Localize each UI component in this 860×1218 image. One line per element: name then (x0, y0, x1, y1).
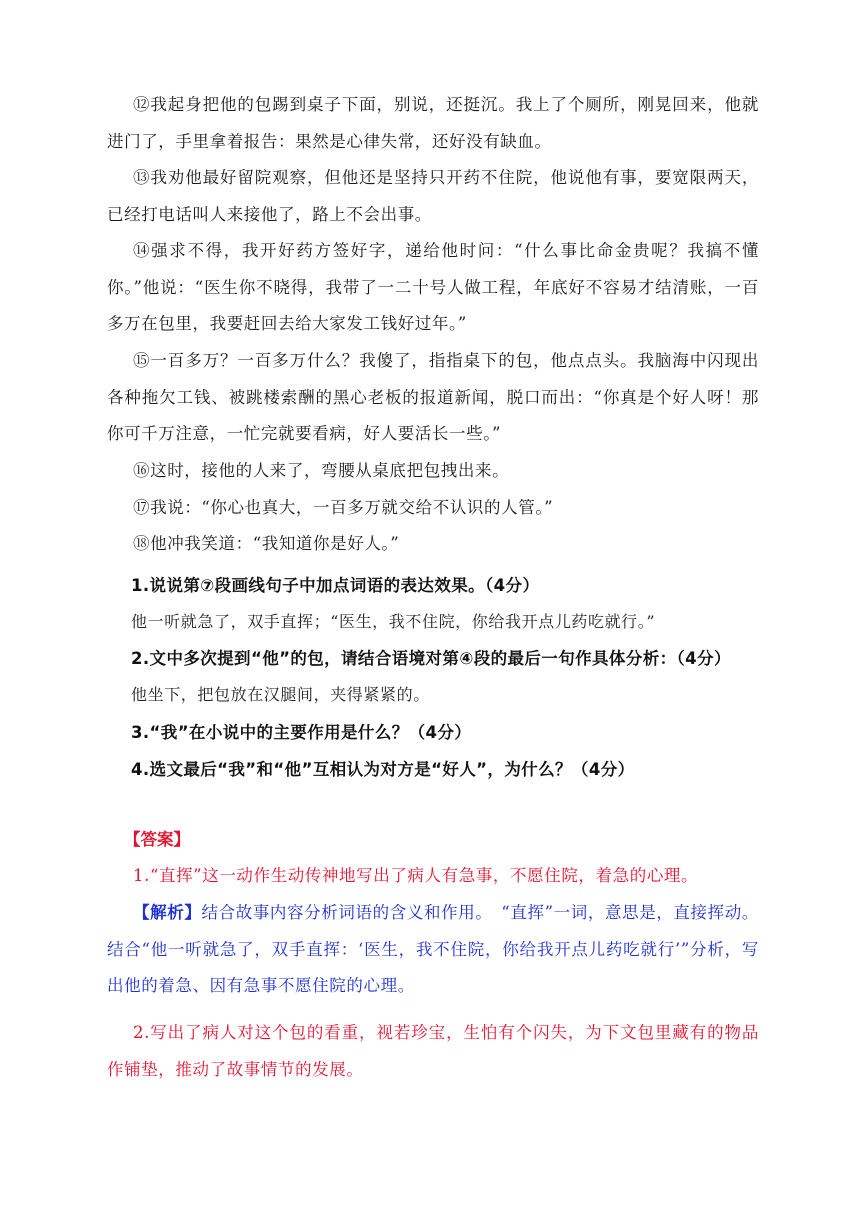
answer-2: 2.写出了病人对这个包的看重，视若珍宝，生怕有个闪失，为下文包里藏有的物品作铺垫，推动了故事情节的发展。 (107, 1023, 759, 1079)
question-4: 4.选文最后“我”和“他”互相认为对方是“好人”，为什么？（4分） (131, 760, 635, 779)
paragraph-12: ⑫我起身把他的包踢到桌子下面，别说，还挺沉。我上了个厕所，刚晃回来，他就进门了，手里拿着报告：果然是心律失常，还好没有缺血。 (107, 95, 759, 151)
question-2-quote: 他坐下，把包放在汉腿间，夹得紧紧的。 (131, 685, 430, 704)
question-2: 2.文中多次提到“他”的包，请结合语境对第④段的最后一句作具体分析：（4分） (131, 649, 731, 668)
answer-1: 1.“直挥”这一动作生动传神地写出了病人有急事，不愿住院，着急的心理。 (133, 866, 699, 885)
question-1: 1.说说第⑦段画线句子中加点词语的表达效果。（4分） (131, 576, 540, 595)
analysis-text: 结合故事内容分析词语的含义和作用。 “直挥”一词，意思是，直接挥动。结合“他一听就急了，双手直挥：‘医生，我不住院，你给我开点儿药吃就行’”分析，写出他的着急、因有急事不愿住院的心理。 (107, 903, 759, 995)
paragraph-15: ⑮一百多万？一百多万什么？我傻了，指指桌下的包，他点点头。我脑海中闪现出各种拖欠工钱、被跳楼索酬的黑心老板的报道新闻，脱口而出：“你真是个好人呀！那你可千万注意，一忙完就要看病，好人要活长一些。” (107, 351, 759, 443)
paragraph-17: ⑰我说：“你心也真大，一百多万就交给不认识的人管。” (133, 498, 554, 517)
paragraph-14: ⑭强求不得，我开好药方签好字，递给他时问：“什么事比命金贵呢？我搞不懂你。”他说：“医生你不晓得，我带了一二十号人做工程，年底好不容易才结清账，一百多万在包里，我要赶回去给大家发工钱好过年。” (107, 241, 759, 333)
paragraph-13: ⑬我劝他最好留院观察，但他还是坚持只开药不住院，他说他有事，要宽限两天，已经打电话叫人来接他了，路上不会出事。 (107, 168, 759, 224)
answer-heading: 【答案】 (124, 830, 190, 849)
analysis-label: 【解析】 (133, 903, 202, 922)
paragraph-16: ⑯这时，接他的人来了，弯腰从桌底把包拽出来。 (133, 461, 510, 480)
question-3: 3.“我”在小说中的主要作用是什么？（4分） (131, 723, 472, 742)
analysis-block (107, 895, 759, 1005)
paragraph-18: ⑱他冲我笑道：“我知道你是好人。” (133, 534, 400, 553)
question-1-quote: 他一听就急了，双手直挥；“医生，我不住院，你给我开点儿药吃就行。” (131, 612, 656, 631)
